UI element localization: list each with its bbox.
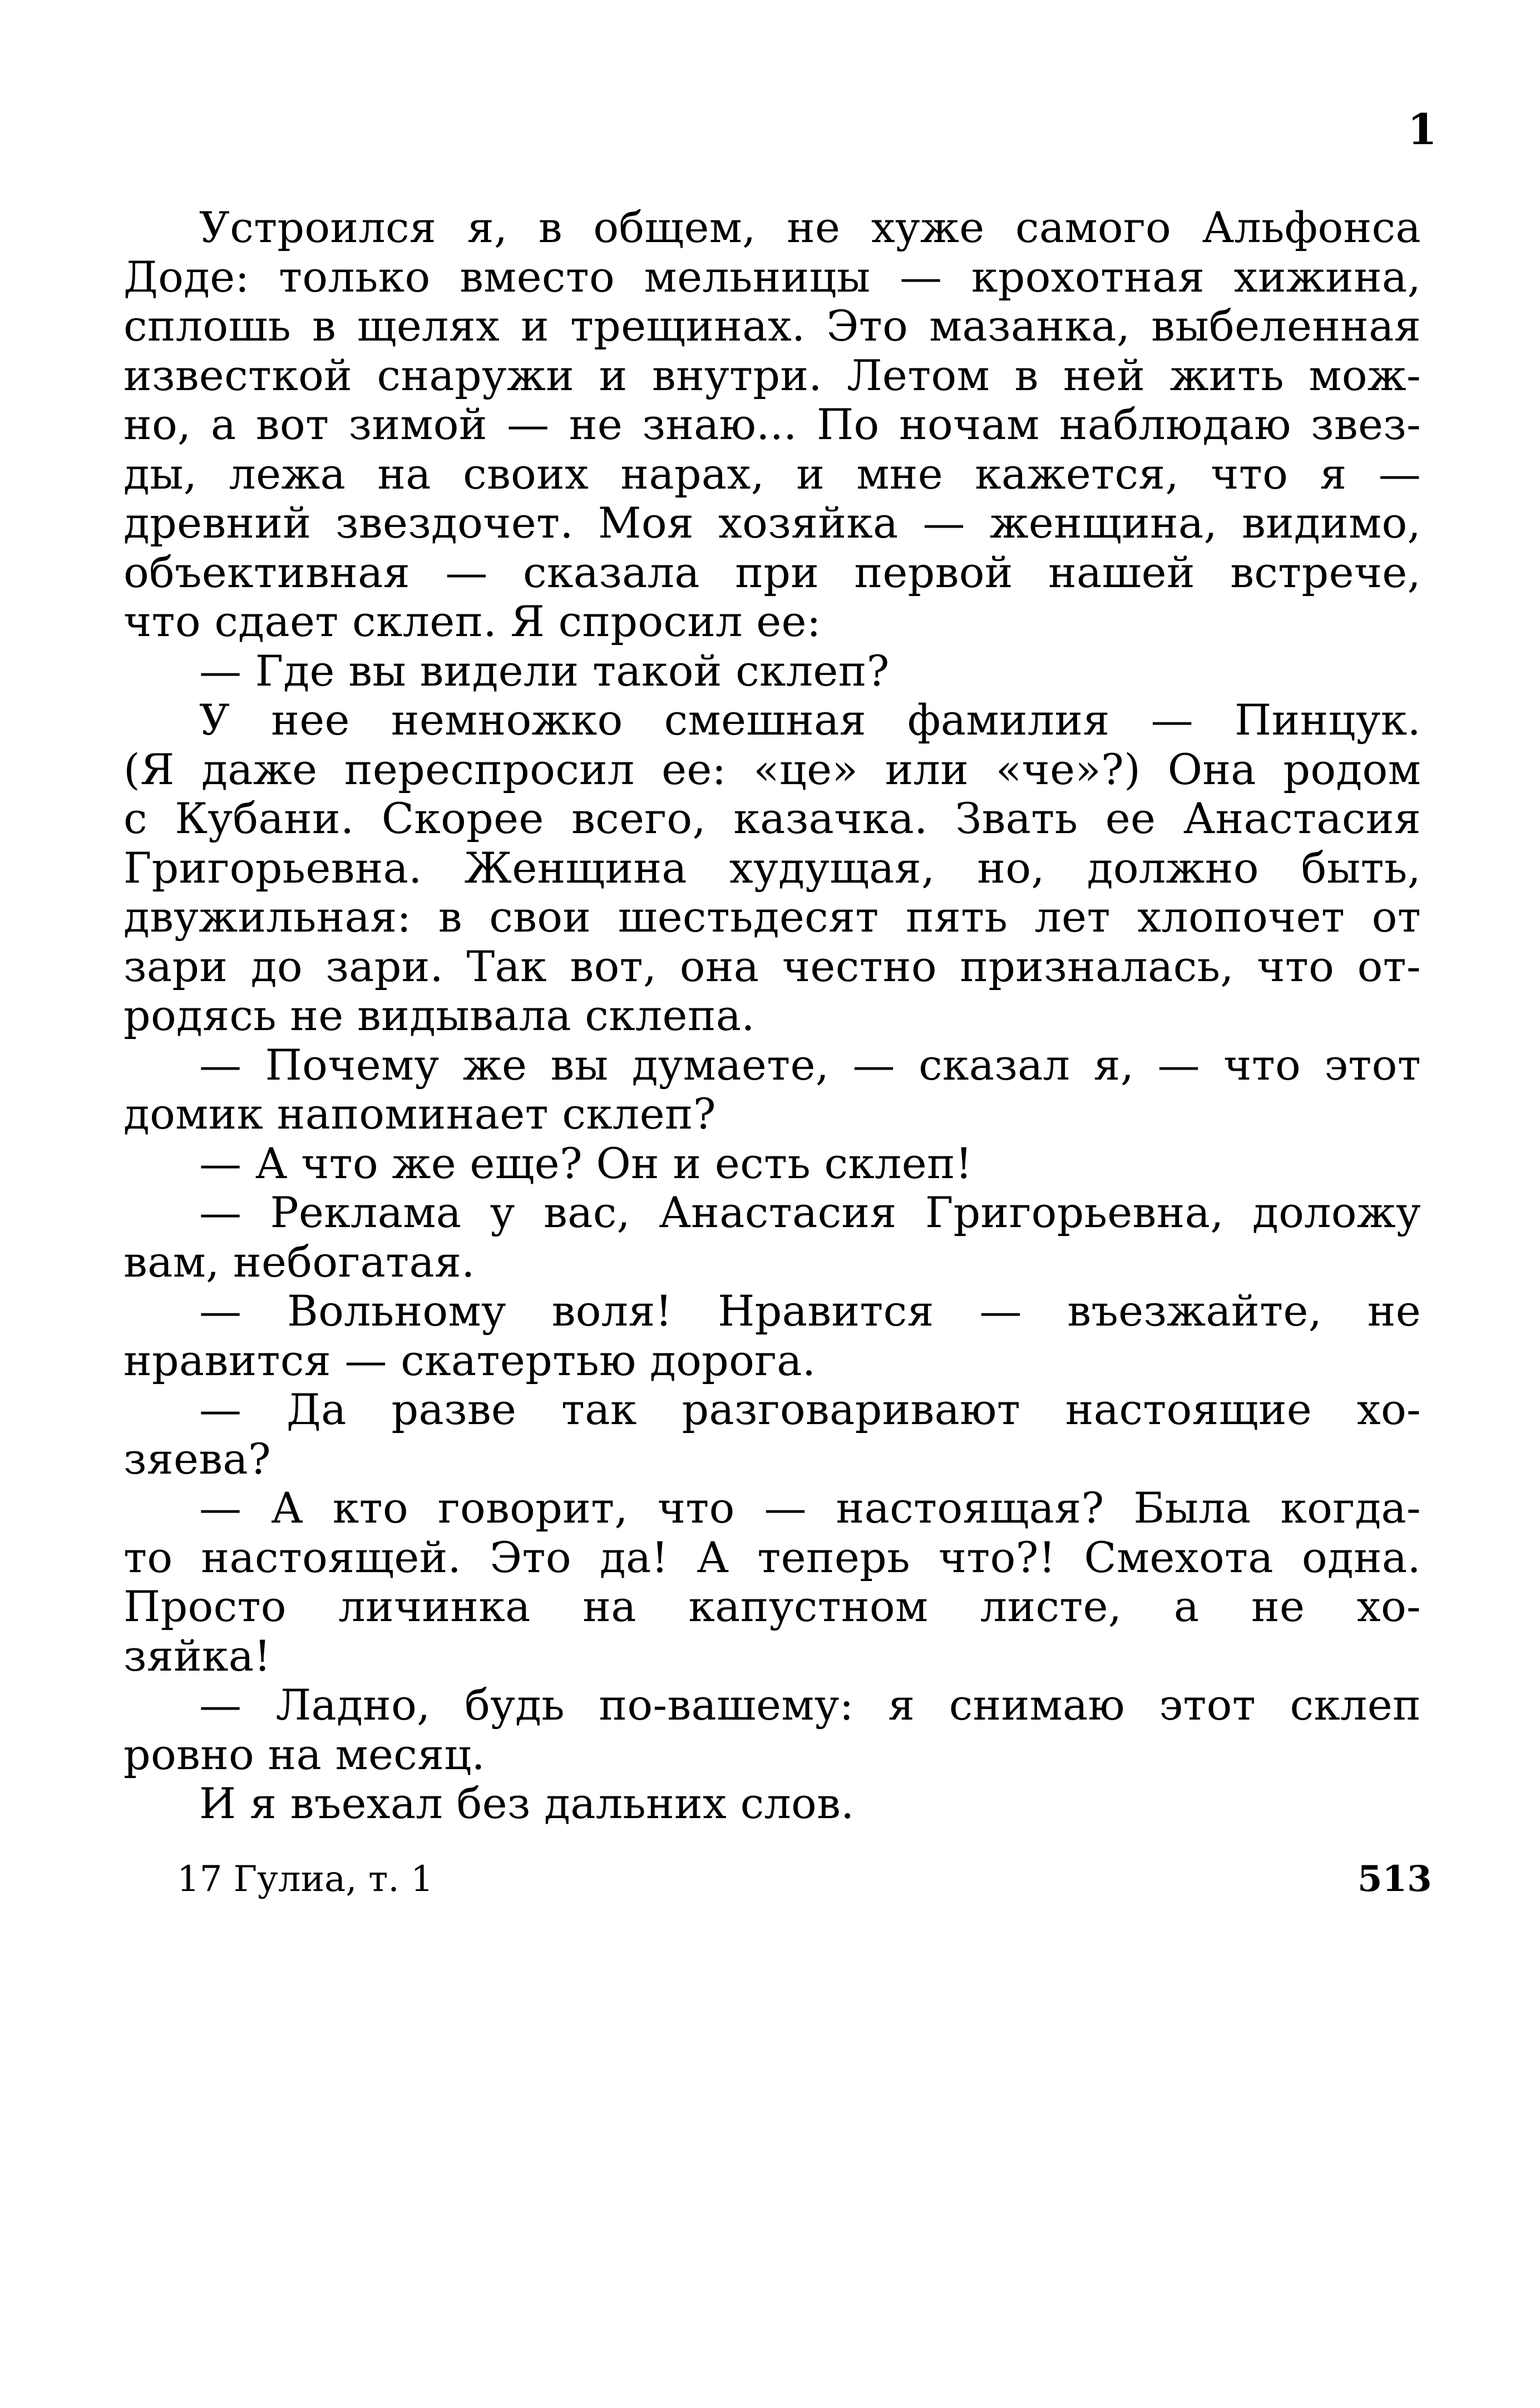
text-line: вам, небогатая.	[124, 1237, 475, 1287]
text-line: древний звездочет. Моя хозяйка — женщина, видимо,	[124, 499, 1421, 548]
text-line: родясь не видывала склепа.	[124, 991, 755, 1040]
text-line: двужильная: в свои шестьдесят пять лет хлопочет от	[124, 893, 1421, 942]
text-line: Доде: только вместо мельницы — крохотная хижина,	[124, 252, 1421, 302]
text-line: (Я даже переспросил ее: «це» или «че»?) Она родом	[124, 745, 1421, 794]
text-line: — Почему же вы думаете, — сказал я, — что этот	[199, 1040, 1421, 1090]
text-line: что сдает склеп. Я спросил ее:	[124, 597, 821, 646]
text-line: но, а вот зимой — не знаю... По ночам наблюдаю звез-	[124, 400, 1421, 449]
text-line: нравится — скатертью дорога.	[124, 1336, 816, 1385]
text-line: домик напоминает склеп?	[124, 1090, 716, 1139]
text-line: Устроился я, в общем, не хуже самого Альфонса	[199, 203, 1421, 252]
text-line: ды, лежа на своих нарах, и мне кажется, что я —	[124, 449, 1421, 499]
text-line: ровно на месяц.	[124, 1730, 486, 1779]
printer-signature: 17 Гулиа, т. 1	[177, 1859, 433, 1900]
chapter-number: 1	[1408, 105, 1437, 154]
text-line: — А кто говорит, что — настоящая? Была когда-	[199, 1484, 1421, 1533]
page-number: 513	[1358, 1858, 1432, 1900]
body-text	[124, 203, 1421, 1829]
text-line: то настоящей. Это да! А теперь что?! Смехота одна.	[124, 1533, 1421, 1582]
text-line: — А что же еще? Он и есть склеп!	[199, 1139, 973, 1188]
text-line: — Реклама у вас, Анастасия Григорьевна, доложу	[199, 1188, 1421, 1237]
text-line: известкой снаружи и внутри. Летом в ней жить мож-	[124, 351, 1421, 400]
text-line: — Где вы видели такой склеп?	[199, 646, 890, 696]
text-line: объективная — сказала при первой нашей встрече,	[124, 548, 1421, 597]
text-line: — Ладно, будь по-вашему: я снимаю этот склеп	[199, 1681, 1421, 1730]
text-line: И я въехал без дальних слов.	[199, 1779, 855, 1828]
text-line: — Да разве так разговаривают настоящие хо-	[199, 1385, 1421, 1434]
text-line: — Вольному воля! Нравится — въезжайте, не	[199, 1287, 1421, 1336]
text-line: зяйка!	[124, 1631, 272, 1681]
text-line: У нее немножко смешная фамилия — Пинцук.	[199, 696, 1421, 745]
text-line: Григорьевна. Женщина худущая, но, должно быть,	[124, 843, 1421, 893]
text-line: зари до зари. Так вот, она честно призналась, что от-	[124, 942, 1421, 991]
text-line: с Кубани. Скорее всего, казачка. Звать ее Анастасия	[124, 794, 1421, 843]
text-line: сплошь в щелях и трещинах. Это мазанка, выбеленная	[124, 302, 1421, 351]
text-line: Просто личинка на капустном листе, а не хо-	[124, 1582, 1421, 1631]
text-line: зяева?	[124, 1434, 272, 1484]
